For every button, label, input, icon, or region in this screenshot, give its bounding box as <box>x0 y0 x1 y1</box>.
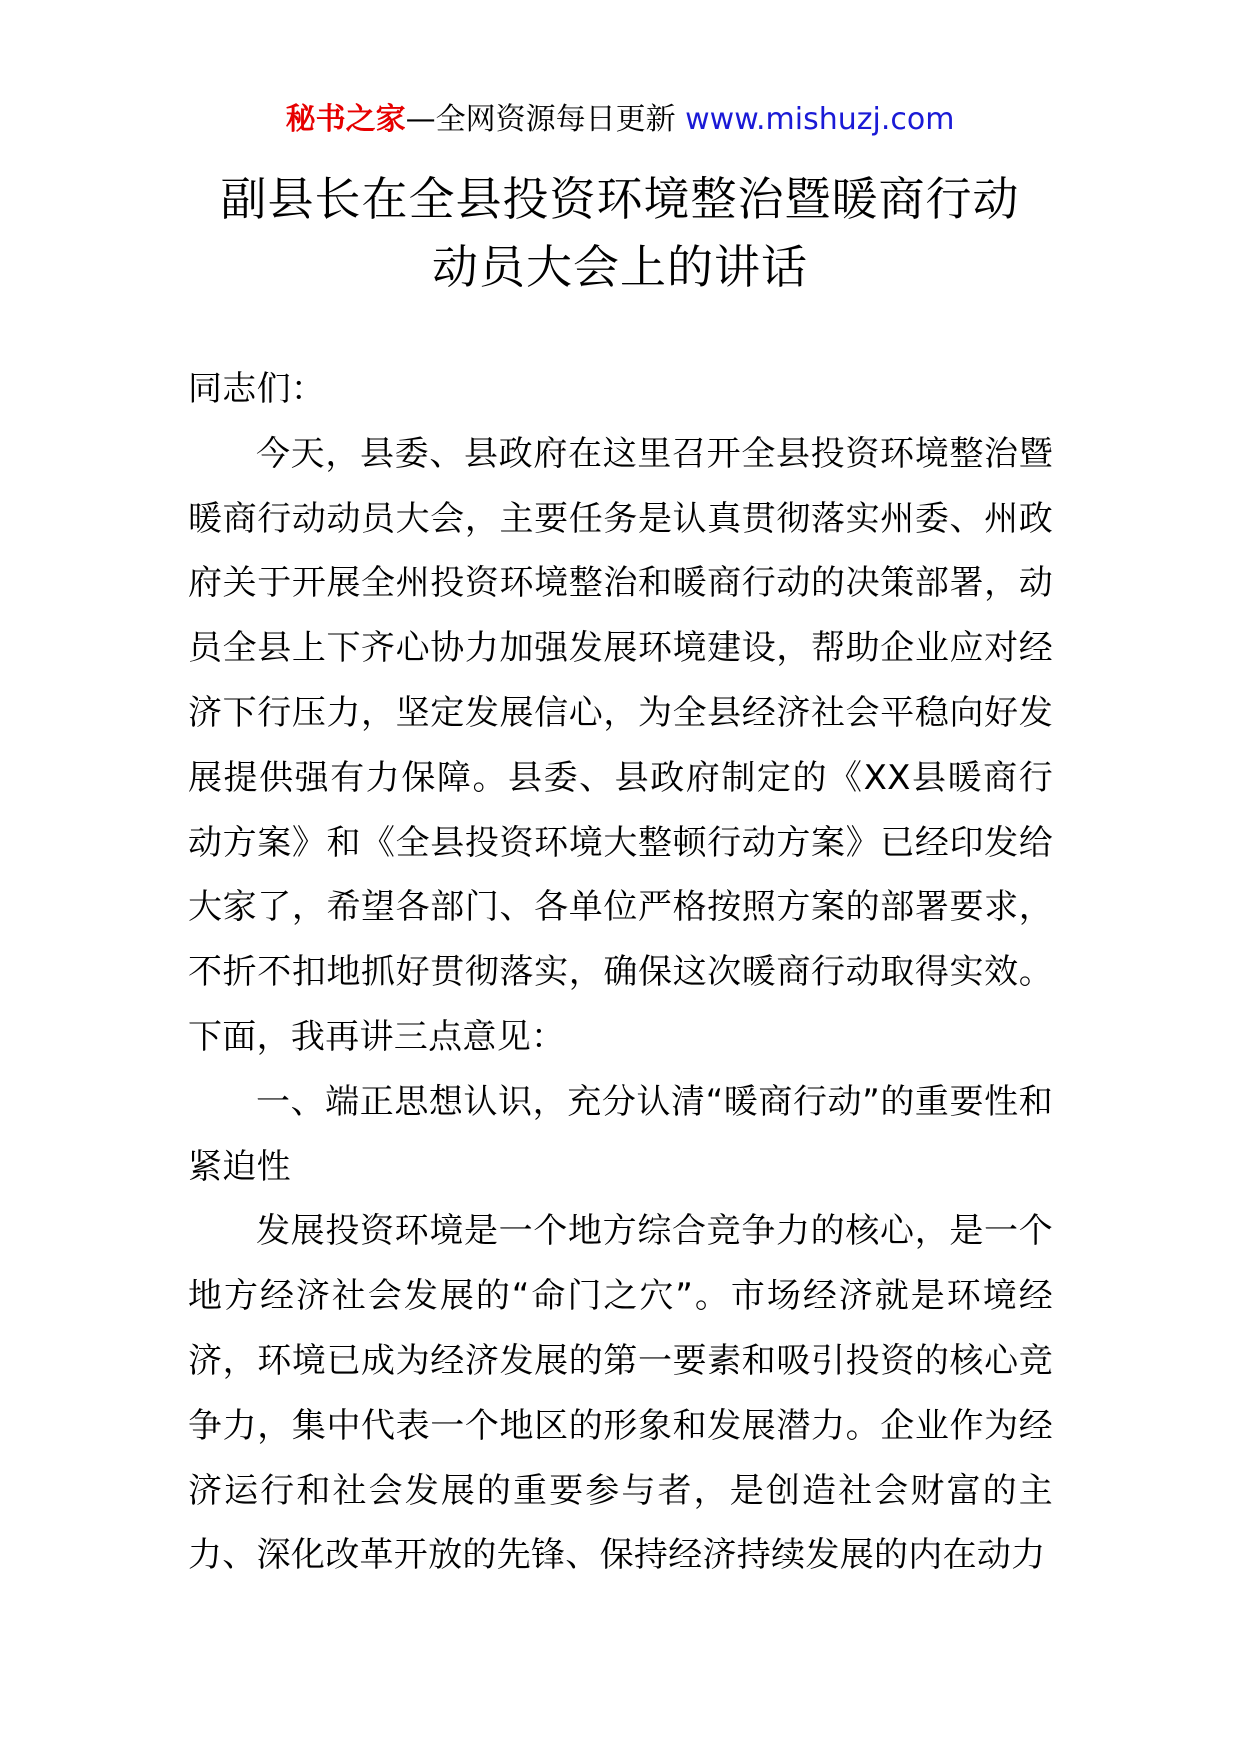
document-title <box>0 165 1240 301</box>
paragraph-intro: 今天，县委、县政府在这里召开全县投资环境整治暨暖商行动动员大会，主要任务是认真贯彻落实州委、州政府关于开展全州投资环境整治和暖商行动的决策部署，动员全县上下齐心协力加强发展环境建设，帮助企业应对经济下行压力，坚定发展信心，为全县经济社会平稳向好发展提供强有力保障。县委、县政府制定的《XX县暖商行动方案》和《全县投资环境大整顿行动方案》已经印发给大家了，希望各部门、各单位严格按照方案的部署要求，不折不扣地抓好贯彻落实，确保这次暖商行动取得实效。下面，我再讲三点意见： <box>188 433 1053 1057</box>
document-body <box>188 357 1053 1588</box>
title-line-2: 动员大会上的讲话 <box>432 240 808 294</box>
section-heading-1: 一、端正思想认识，充分认清“暖商行动”的重要性和紧迫性 <box>188 1081 1053 1187</box>
site-header <box>0 100 1240 140</box>
paragraph-section-1: 发展投资环境是一个地方综合竞争力的核心，是一个地方经济社会发展的“命门之穴”。市场经济就是环境经济，环境已成为经济发展的第一要素和吸引投资的核心竞争力，集中代表一个地区的形象和发展潜力。企业作为经济运行和社会发展的重要参与者，是创造社会财富的主力、深化改革开放的先锋、保持经济持续发展的内在动力 <box>188 1211 1053 1576</box>
brand-name: 秘书之家 <box>285 102 406 137</box>
site-url-link[interactable]: www.mishuzj.com <box>685 102 955 137</box>
salutation: 同志们： <box>188 369 326 409</box>
title-line-1: 副县长在全县投资环境整治暨暖商行动 <box>220 172 1020 226</box>
header-tagline: —全网资源每日更新 <box>405 102 686 137</box>
